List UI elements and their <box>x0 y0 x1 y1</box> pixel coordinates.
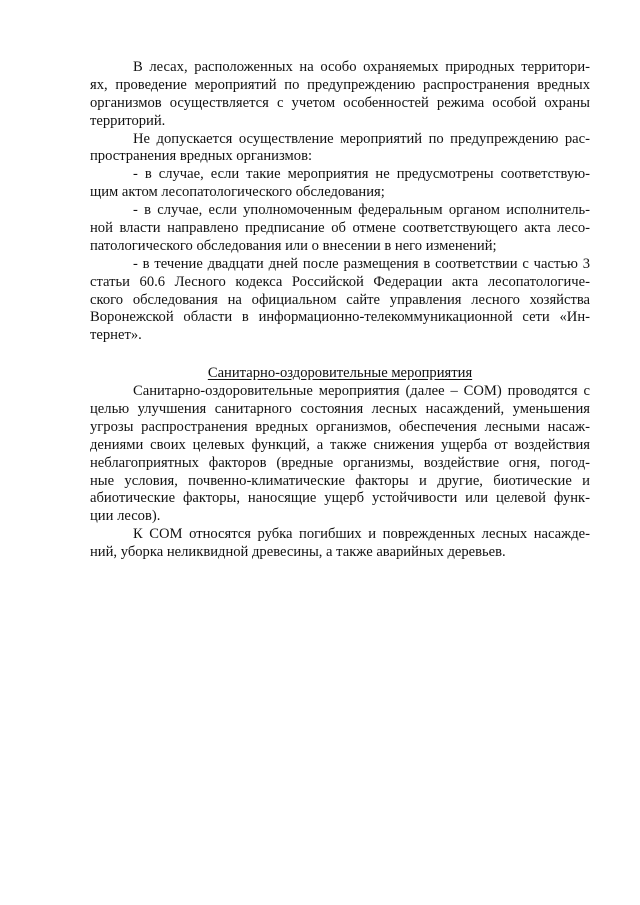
section-heading: Санитарно-оздоровительные мероприятия <box>207 365 473 382</box>
paragraph-som-purpose <box>90 383 590 526</box>
text-line: ях, проведение мероприятий по предупреждению распространения вредных <box>90 76 590 93</box>
text-line: целью улучшения санитарного состояния лесных насаждений, уменьшения <box>90 401 590 418</box>
list-item-not-provided <box>90 166 590 202</box>
text-line: К СОМ относятся рубка погибших и поврежденных лесных насажде- <box>133 526 590 543</box>
text-line: Санитарно-оздоровительные мероприятия (далее – СОМ) проводятся с <box>133 383 590 400</box>
text-line: ского обследования на официальном сайте управления лесного хозяйства <box>90 291 590 308</box>
text-line: территорий. <box>90 112 166 129</box>
paragraph-protected-areas <box>90 59 590 131</box>
list-item-order-sent <box>90 202 590 256</box>
text-line: Не допускается осуществление мероприятий по предупреждению рас- <box>133 130 590 147</box>
text-line: - в случае, если уполномоченным федеральным органом исполнитель- <box>133 202 590 219</box>
text-line: - в течение двадцати дней после размещения в соответствии с частью 3 <box>133 255 590 272</box>
text-line: ные условия, почвенно-климатические факторы и другие, биотические и <box>90 472 590 489</box>
text-line: неблагоприятных факторов (вредные организмы, воздействие огня, погод- <box>90 454 590 471</box>
text-line: - в случае, если такие мероприятия не предусмотрены соответствую- <box>133 166 590 183</box>
text-line: ции лесов). <box>90 508 161 525</box>
document-body-upper <box>90 59 590 345</box>
section-heading-line <box>90 365 590 383</box>
text-line: ний, уборка неликвидной древесины, а также аварийных деревьев. <box>90 544 506 561</box>
text-line: Воронежской области в информационно-телекоммуникационной сети «Ин- <box>90 309 590 326</box>
document-body-lower <box>90 383 590 562</box>
text-line: дениями своих целевых функций, а также снижения ущерба от воздействия <box>90 436 590 453</box>
text-line: организмов осуществляется с учетом особенностей режима особой охраны <box>90 94 590 111</box>
text-line: В лесах, расположенных на особо охраняемых природных территори- <box>133 59 590 75</box>
text-line: абиотические факторы, наносящие ущерб устойчивости или целевой функ- <box>90 490 590 507</box>
text-line: патологического обследования или о внесении в него изменений; <box>90 237 497 254</box>
text-line: тернет». <box>90 327 142 344</box>
text-line: щим актом лесопатологического обследования; <box>90 184 385 201</box>
text-line: пространения вредных организмов: <box>90 148 313 165</box>
document-page <box>90 59 590 562</box>
paragraph-som-includes <box>90 526 590 562</box>
section-gap <box>90 345 590 365</box>
paragraph-not-allowed <box>90 131 590 167</box>
list-item-twenty-days <box>90 256 590 345</box>
text-line: статьи 60.6 Лесного кодекса Российской Федерации акта лесопатологиче- <box>90 273 590 290</box>
text-line: ной власти направлено предписание об отмене соответствующего акта лесо- <box>90 220 590 237</box>
text-line: угрозы распространения вредных организмов, обеспечения лесными насаж- <box>90 418 590 435</box>
